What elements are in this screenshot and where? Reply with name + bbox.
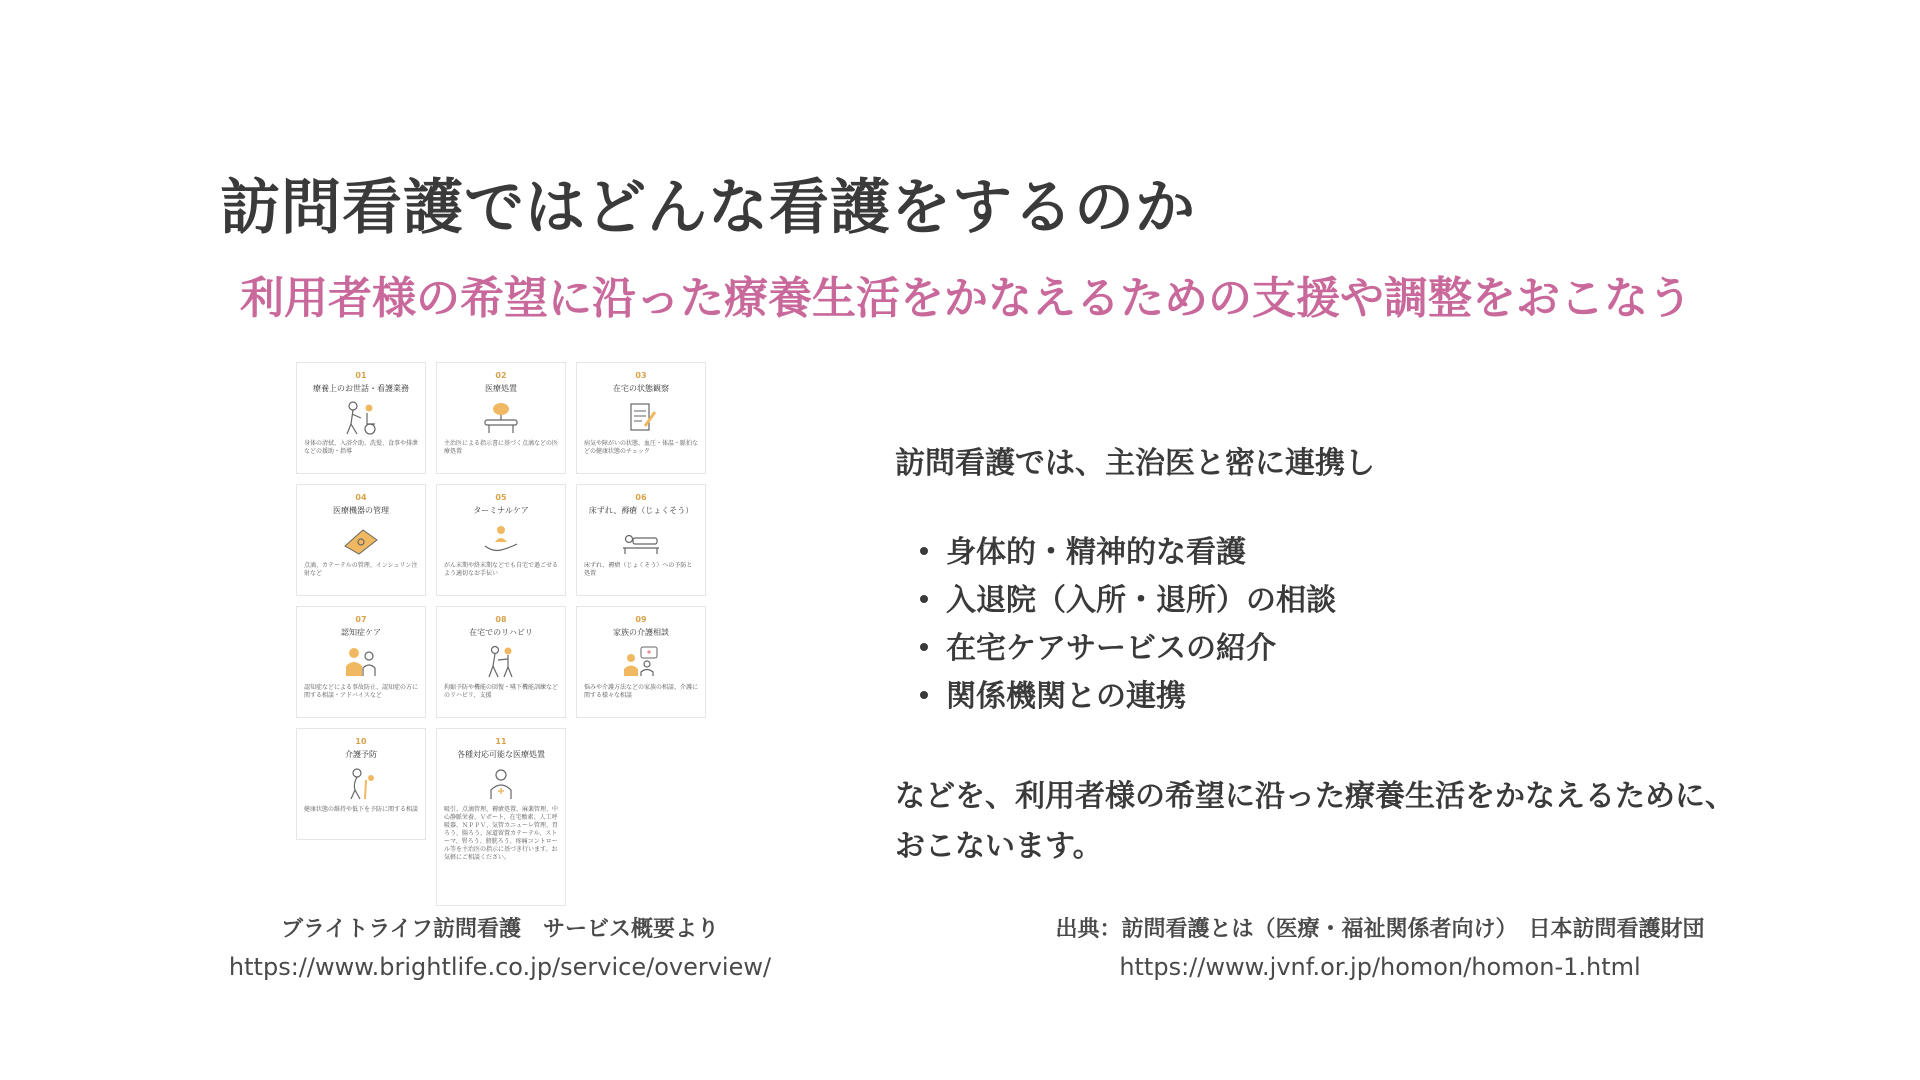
source-left: [200, 912, 800, 981]
service-description: がん末期や終末期などでも自宅で過ごせるよう適切なお手伝い: [444, 562, 559, 577]
service-title: ターミナルケア: [473, 506, 529, 515]
service-card: [296, 606, 426, 718]
service-title: 各種対応可能な医療処置: [457, 750, 545, 759]
walking-support-icon: [479, 644, 523, 680]
service-title: 在宅の状態観察: [613, 384, 669, 393]
service-card: [576, 484, 706, 596]
service-title: 床ずれ、褥瘡（じょくそう）: [588, 506, 694, 515]
source-left-title: ブライトライフ訪問看護 サービス概要より: [280, 917, 720, 942]
closing-text: などを、利用者様の希望に沿った療養生活をかなえるために、おこないます。: [895, 779, 1735, 864]
service-number: 09: [635, 615, 647, 624]
service-description: 拘縮予防や機能の回復・嚥下機能訓練などのリハビリ、支援: [444, 684, 559, 699]
service-number: 07: [355, 615, 367, 624]
caregiver-wheelchair-icon: [339, 400, 383, 436]
service-title: 在宅でのリハビリ: [469, 628, 533, 637]
service-description: 健康状態の維持や低下を予防に関する相談: [304, 806, 419, 813]
service-number: 03: [635, 371, 647, 380]
source-left-url[interactable]: https://www.brightlife.co.jp/service/overview/: [228, 953, 772, 981]
service-title: 療養上のお世話・看護業務: [313, 384, 409, 393]
service-card: [576, 606, 706, 718]
service-title: 認知症ケア: [341, 628, 381, 637]
source-right-url[interactable]: https://www.jvnf.or.jp/homon/homon-1.html: [1119, 953, 1641, 981]
family-consult-icon: [619, 644, 663, 680]
lying-patient-icon: [619, 522, 663, 558]
service-description: 認知症などによる事故防止、認知症の方に関する相談・アドバイスなど: [304, 684, 419, 699]
service-title: 医療処置: [485, 384, 517, 393]
list-item-text: 関係機関との連携: [946, 679, 1186, 714]
service-number: 11: [495, 737, 507, 746]
service-bullet-list: [920, 535, 1336, 727]
service-description: 悩みや介護方法などの家族の相談、介護に関する様々な相談: [584, 684, 699, 699]
bullet-icon: [920, 691, 928, 699]
service-description: 点滴、カテーテルの管理、インシュリン注射など: [304, 562, 418, 577]
page-title: 訪問看護ではどんな看護をするのか: [220, 173, 1196, 243]
service-description: 主治医による指示書に基づく点滴などの医療処置: [444, 440, 559, 455]
nurse-icon: [479, 766, 523, 802]
bullet-icon: [920, 547, 928, 555]
service-number: 01: [355, 371, 367, 380]
page-subtitle: 利用者様の希望に沿った療養生活をかなえるための支援や調整をおこなう: [240, 273, 1692, 324]
clipboard-pen-icon: [619, 400, 663, 436]
medical-device-icon: [339, 522, 383, 558]
hand-care-icon: [479, 522, 523, 558]
service-description: 身体の清拭、入浴介助、洗髪、食事や排泄などの援助・指導: [304, 440, 419, 455]
service-description: 床ずれ、褥瘡（じょくそう）への予防と処置: [584, 562, 693, 577]
service-number: 05: [495, 493, 507, 502]
service-number: 10: [355, 737, 367, 746]
list-item-text: 入退院（入所・退所）の相談: [946, 583, 1336, 618]
service-card: [436, 728, 566, 906]
source-right-title: 出典：訪問看護とは（医療・福祉関係者向け） 日本訪問看護財団: [1055, 917, 1705, 942]
source-right: [1030, 912, 1730, 981]
service-title: 介護予防: [345, 750, 377, 759]
list-item-text: 在宅ケアサービスの紹介: [946, 631, 1276, 666]
list-item-text: 身体的・精神的な看護: [946, 535, 1246, 570]
list-item: [920, 583, 1336, 631]
medical-bed-icon: [479, 400, 523, 436]
service-number: 08: [495, 615, 507, 624]
service-card: [296, 728, 426, 840]
list-item: [920, 535, 1336, 583]
service-number: 02: [495, 371, 507, 380]
service-title: 家族の介護相談: [613, 628, 669, 637]
service-card: [436, 606, 566, 718]
lead-text: 訪問看護では、主治医と密に連携し: [895, 446, 1375, 481]
service-card: [296, 484, 426, 596]
bullet-icon: [920, 595, 928, 603]
service-number: 04: [355, 493, 367, 502]
service-card: [576, 362, 706, 474]
service-description: 吸引、点滴管理、褥瘡処置、麻薬管理、中心静脈栄養、Ｖポート、在宅酸素、人工呼吸器、ＮＰＰＶ、気管カニューレ管理、胃ろう、腸ろう、尿道留置カテーテル、ストーマ、腎ろう、膀胱ろう、疼痛コントロール等を主治医の指示に基づき行います。お気軽にご相談ください。: [444, 806, 559, 861]
service-card: [296, 362, 426, 474]
list-item: [920, 631, 1336, 679]
two-people-icon: [339, 644, 383, 680]
service-card: [436, 362, 566, 474]
service-card: [436, 484, 566, 596]
bullet-icon: [920, 643, 928, 651]
service-number: 06: [635, 493, 647, 502]
elderly-cane-icon: [339, 766, 383, 802]
list-item: [920, 679, 1336, 727]
service-title: 医療機器の管理: [333, 506, 389, 515]
service-description: 病気や障がいの状態、血圧・体温・脈拍などの健康状態のチェック: [584, 440, 699, 455]
